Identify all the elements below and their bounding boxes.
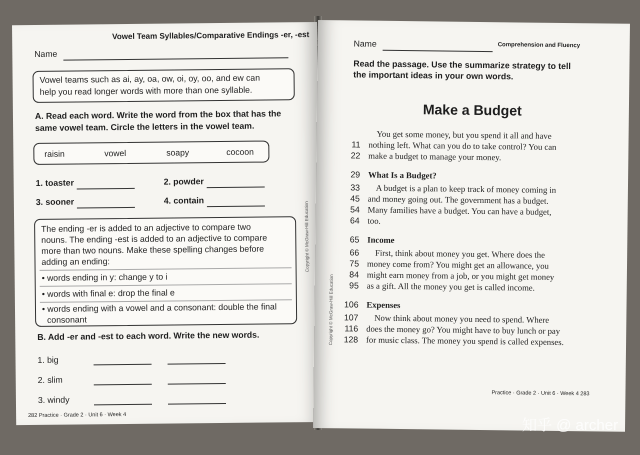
rule-item: • words with final e: drop the final e bbox=[41, 287, 175, 299]
passage-line: as a gift. All the money you get is called income. bbox=[366, 280, 535, 293]
line-number: 106 bbox=[344, 299, 359, 310]
item-word: contain bbox=[173, 195, 205, 206]
word-box-item: cocoon bbox=[226, 146, 254, 157]
answer-line-er[interactable] bbox=[93, 356, 151, 366]
line-number: 84 bbox=[349, 269, 359, 280]
section-a-instructions: A. Read each word. Write the word from the box that has the bbox=[34, 108, 282, 121]
line-number: 29 bbox=[350, 169, 361, 180]
passage-line: make a budget to manage your money. bbox=[368, 150, 502, 163]
rule-text: The ending -er is added to an adjective to compare two bbox=[41, 221, 251, 234]
passage-instructions: Read the passage. Use the summarize strategy to tell bbox=[353, 58, 571, 72]
word-box-item: raisin bbox=[44, 148, 65, 159]
item-word: powder bbox=[173, 176, 204, 187]
answer-line-est[interactable] bbox=[167, 355, 225, 365]
item-word: slim bbox=[47, 374, 63, 385]
item-number: 4. bbox=[163, 195, 172, 206]
left-page bbox=[12, 22, 321, 425]
right-page bbox=[313, 20, 630, 432]
intro-line: Vowel teams such as ai, ay, oa, ow, oi, oy, oo, and ew can bbox=[39, 72, 261, 85]
passage-line: does the money go? You might have to buy lunch or pay bbox=[366, 323, 561, 336]
line-number: 54 bbox=[350, 204, 360, 215]
section-b-instructions: B. Add -er and -est to each word. Write the new words. bbox=[37, 329, 260, 342]
line-number: 45 bbox=[350, 193, 360, 204]
left-footer: 282 Practice · Grade 2 · Unit 6 · Week 4 bbox=[28, 412, 127, 420]
right-name-label: Name bbox=[353, 38, 377, 49]
line-number: 22 bbox=[350, 150, 361, 161]
passage-line: A budget is a plan to keep track of money coming in bbox=[375, 182, 557, 195]
answer-line[interactable] bbox=[77, 206, 135, 208]
word-box-item: vowel bbox=[104, 148, 127, 159]
passage-line: First, think about money you get. Where does the bbox=[375, 247, 545, 260]
item-word: windy bbox=[47, 394, 70, 405]
rule-text: adding an ending: bbox=[41, 256, 110, 267]
right-name-row bbox=[354, 38, 493, 51]
line-number: 11 bbox=[351, 139, 361, 150]
passage-line: You get some money, but you spend it all and have bbox=[376, 128, 552, 141]
b-item-2 bbox=[38, 375, 63, 387]
a-item-2 bbox=[164, 176, 265, 189]
passage-line: for music class. The money you spend is called expenses. bbox=[366, 334, 564, 348]
line-number: 116 bbox=[344, 323, 359, 334]
passage-line: nothing left. What can you do to take control? You can bbox=[368, 139, 557, 152]
line-number: 33 bbox=[350, 182, 361, 193]
passage-line: might earn money from a job, or you might get money bbox=[366, 269, 555, 282]
section-heading: Expenses bbox=[366, 299, 401, 311]
right-name-line bbox=[383, 49, 493, 51]
line-number: 64 bbox=[349, 215, 360, 226]
line-number: 95 bbox=[349, 280, 359, 291]
item-word: big bbox=[47, 354, 59, 365]
item-number: 2. bbox=[163, 176, 171, 187]
section-heading: What Is a Budget? bbox=[368, 169, 437, 181]
answer-line-er[interactable] bbox=[94, 396, 152, 406]
passage-instructions: the important ideas in your own words. bbox=[353, 69, 514, 82]
b-item-3 bbox=[38, 395, 70, 407]
right-footer: Practice · Grade 2 · Unit 6 · Week 4 283 bbox=[491, 390, 590, 398]
rule-item: • words ending in y: change y to i bbox=[41, 271, 168, 283]
rule-item: • words ending with a vowel and a consonant: double the final bbox=[41, 301, 277, 314]
right-header-title: Comprehension and Fluency bbox=[497, 42, 581, 50]
left-copyright: Copyright © McGraw-Hill Education bbox=[303, 201, 310, 273]
intro-box bbox=[32, 68, 294, 103]
passage-line: and money going out. The government has a budget. bbox=[367, 193, 549, 206]
left-name-row bbox=[34, 46, 288, 60]
line-number: 75 bbox=[349, 258, 360, 269]
item-number: 1. bbox=[35, 177, 43, 188]
a-item-1 bbox=[36, 177, 135, 190]
item-word: toaster bbox=[45, 177, 74, 188]
right-copyright: Copyright © McGraw-Hill Education bbox=[328, 274, 334, 346]
item-word: sooner bbox=[45, 196, 75, 207]
item-number: 2. bbox=[37, 374, 45, 385]
left-name-line bbox=[64, 57, 289, 60]
word-box bbox=[33, 141, 269, 165]
passage-title: Make a Budget bbox=[422, 101, 522, 119]
intro-line: help you read longer words with more than one syllable. bbox=[39, 84, 253, 97]
rule-text: more than two nouns. Make these spelling changes before bbox=[41, 243, 265, 256]
watermark: 知乎 @ archer bbox=[522, 417, 619, 434]
left-name-label: Name bbox=[34, 48, 58, 59]
passage-line: money come from? You might get an allowance, you bbox=[366, 258, 549, 271]
rule-text: nouns. The ending -est is added to an adjective to compare bbox=[41, 232, 268, 245]
word-box-item: soapy bbox=[166, 147, 190, 158]
line-number: 65 bbox=[349, 234, 360, 245]
line-number: 107 bbox=[343, 312, 359, 323]
passage-line: too. bbox=[367, 215, 381, 226]
b-item-1 bbox=[37, 355, 58, 367]
answer-line[interactable] bbox=[206, 205, 264, 207]
a-item-3 bbox=[36, 196, 135, 209]
answer-line[interactable] bbox=[206, 186, 264, 188]
a-item-4 bbox=[164, 195, 265, 208]
answer-line-est[interactable] bbox=[168, 375, 226, 385]
left-header-title: Vowel Team Syllables/Comparative Endings -er, -est bbox=[112, 30, 310, 42]
answer-line[interactable] bbox=[76, 187, 134, 189]
passage-line: Now think about money you need to spend. Where bbox=[374, 312, 550, 325]
section-a-instructions: same vowel team. Circle the letters in the vowel team. bbox=[35, 120, 255, 133]
section-heading: Income bbox=[367, 234, 395, 245]
item-number: 1. bbox=[37, 354, 45, 365]
item-number: 3. bbox=[35, 196, 44, 207]
line-number: 128 bbox=[343, 334, 359, 345]
answer-line-er[interactable] bbox=[94, 376, 152, 386]
item-number: 3. bbox=[37, 394, 46, 405]
line-number: 66 bbox=[349, 247, 360, 258]
rule-item: consonant bbox=[47, 314, 87, 325]
answer-line-est[interactable] bbox=[168, 395, 226, 405]
rule-box bbox=[34, 216, 297, 327]
passage-line: Many families have a budget. You can have a budget, bbox=[367, 204, 552, 217]
